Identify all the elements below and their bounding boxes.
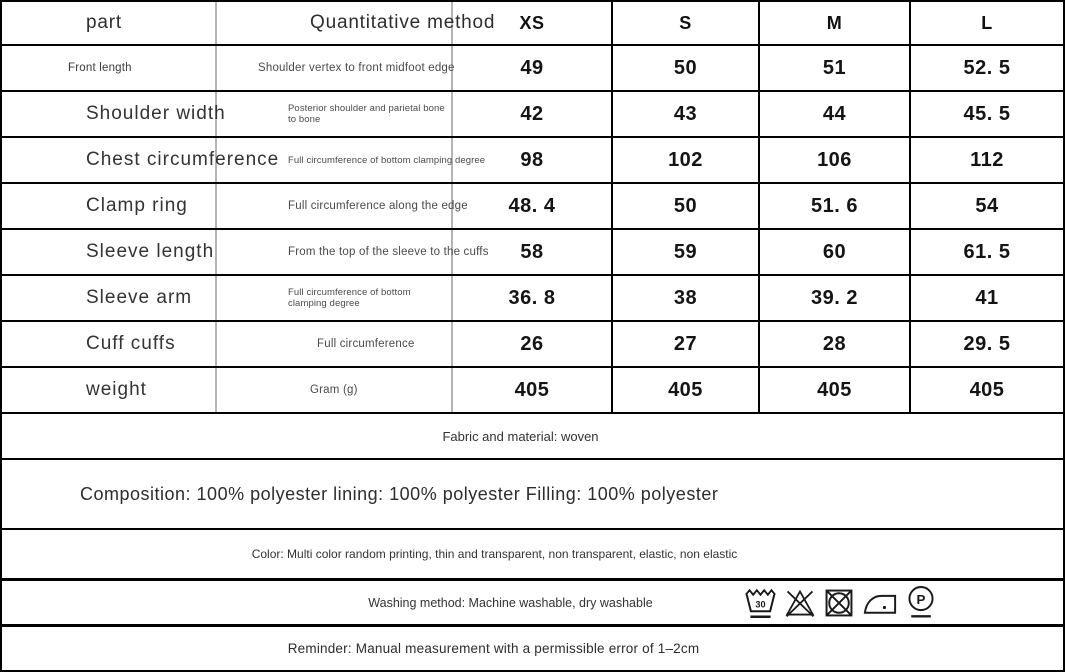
part-label: Sleeve arm <box>86 287 193 308</box>
value-m: 106 <box>817 148 852 171</box>
method-label: Gram (g) <box>310 384 358 396</box>
value-cell-m <box>760 138 911 182</box>
value-l: 52. 5 <box>963 56 1011 79</box>
value-cell-xs <box>453 368 613 412</box>
value-cell-l <box>911 184 1063 228</box>
value-cell-xs <box>453 230 613 274</box>
value-cell-s <box>613 184 760 228</box>
table-row <box>2 230 1063 276</box>
value-xs: 42 <box>520 102 544 125</box>
value-cell-s <box>613 230 760 274</box>
value-l: 61. 5 <box>963 240 1011 263</box>
method-cell <box>217 46 453 90</box>
value-cell-xs <box>453 184 613 228</box>
method-label: Full circumference of bottom clamping degree <box>288 154 486 166</box>
value-m: 405 <box>817 378 852 401</box>
value-l: 405 <box>969 378 1005 401</box>
value-cell-xs <box>453 92 613 136</box>
value-cell-m <box>760 230 911 274</box>
washing-method-text: Washing method: Machine washable, dry washable <box>368 595 653 610</box>
part-cell <box>2 322 217 366</box>
size-m-label: M <box>826 12 843 33</box>
value-cell-s <box>613 276 760 320</box>
value-cell-l <box>911 92 1063 136</box>
value-cell-xs <box>453 276 613 320</box>
value-l: 45. 5 <box>963 102 1011 125</box>
value-m: 51 <box>822 56 847 79</box>
dry-clean-p-icon <box>905 585 937 621</box>
value-l: 54 <box>975 194 999 217</box>
value-xs: 98 <box>520 148 544 171</box>
wash-temp-label: 30 <box>755 599 766 610</box>
header-size-l <box>911 2 1063 44</box>
reminder-text: Reminder: Manual measurement with a permissible error of 1–2cm <box>287 641 700 656</box>
value-cell-s <box>613 92 760 136</box>
table-row <box>2 368 1063 414</box>
method-cell <box>217 138 486 182</box>
size-l-label: L <box>981 12 993 33</box>
part-label: Sleeve length <box>86 241 215 262</box>
iron-icon <box>862 587 898 619</box>
method-label: Full circumference of bottom clamping degree <box>288 286 411 309</box>
value-cell-s <box>613 368 760 412</box>
do-not-bleach-icon <box>784 587 816 619</box>
method-cell <box>217 230 489 274</box>
value-cell-m <box>760 276 911 320</box>
table-header-row <box>2 2 1063 46</box>
value-l: 29. 5 <box>963 332 1011 355</box>
value-cell-m <box>760 322 911 366</box>
table-row <box>2 92 1063 138</box>
part-cell <box>2 276 217 320</box>
machine-wash-30-icon <box>744 585 777 621</box>
value-cell-l <box>911 368 1063 412</box>
header-method-label: Quantitative method <box>310 12 496 33</box>
value-s: 102 <box>668 148 703 171</box>
part-label: Clamp ring <box>86 195 188 216</box>
value-cell-s <box>613 138 760 182</box>
value-xs: 405 <box>514 378 550 401</box>
value-s: 59 <box>673 240 698 263</box>
do-not-tumble-dry-icon <box>823 587 855 619</box>
value-cell-s <box>613 46 760 90</box>
table-row <box>2 184 1063 230</box>
part-cell <box>2 368 217 412</box>
value-m: 28 <box>822 332 847 355</box>
table-row <box>2 138 1063 184</box>
header-size-xs <box>453 2 613 44</box>
part-cell <box>2 184 217 228</box>
reminder-row <box>2 627 1063 670</box>
color-row <box>2 530 1063 581</box>
value-cell-l <box>911 276 1063 320</box>
value-m: 60 <box>822 240 847 263</box>
value-cell-s <box>613 322 760 366</box>
value-s: 50 <box>673 56 698 79</box>
value-cell-m <box>760 92 911 136</box>
part-cell <box>2 46 217 90</box>
washing-method-row <box>2 581 1063 627</box>
value-cell-xs <box>453 322 613 366</box>
composition-row <box>2 460 1063 530</box>
value-cell-m <box>760 184 911 228</box>
header-method-cell <box>217 2 496 44</box>
method-label: Posterior shoulder and parietal bone to bone <box>288 102 445 125</box>
part-cell <box>2 230 217 274</box>
part-label: Cuff cuffs <box>86 333 176 354</box>
value-s: 50 <box>673 194 698 217</box>
part-cell <box>2 138 280 182</box>
header-part-cell <box>2 2 217 44</box>
value-s: 38 <box>673 286 698 309</box>
method-label: Shoulder vertex to front midfoot edge <box>258 62 455 74</box>
value-cell-m <box>760 46 911 90</box>
value-cell-l <box>911 138 1063 182</box>
fabric-material-text: Fabric and material: woven <box>442 428 599 444</box>
value-cell-m <box>760 368 911 412</box>
fabric-material-row <box>2 414 1063 460</box>
size-s-label: S <box>679 12 692 33</box>
value-xs: 36. 8 <box>508 286 556 309</box>
value-xs: 58 <box>520 240 544 263</box>
value-cell-l <box>911 46 1063 90</box>
part-label: weight <box>86 379 147 400</box>
method-label: Full circumference along the edge <box>288 200 468 212</box>
table-row <box>2 46 1063 92</box>
header-part-label: part <box>86 12 122 33</box>
care-icons <box>744 585 937 621</box>
table-row <box>2 322 1063 368</box>
value-s: 405 <box>668 378 703 401</box>
value-cell-l <box>911 230 1063 274</box>
header-size-s <box>613 2 760 44</box>
value-l: 41 <box>975 286 999 309</box>
part-cell <box>2 92 226 136</box>
method-cell <box>217 184 468 228</box>
value-l: 112 <box>970 148 1004 171</box>
method-cell <box>217 368 453 412</box>
value-xs: 26 <box>520 332 544 355</box>
value-cell-xs <box>453 46 613 90</box>
method-cell <box>217 276 453 320</box>
value-xs: 49 <box>520 56 544 79</box>
value-m: 39. 2 <box>811 286 858 309</box>
value-m: 44 <box>822 102 847 125</box>
table-row <box>2 276 1063 322</box>
value-m: 51. 6 <box>811 194 858 217</box>
composition-text: Composition: 100% polyester lining: 100% polyester Filling: 100% polyester <box>80 483 719 504</box>
method-label: Full circumference <box>317 338 415 350</box>
value-cell-l <box>911 322 1063 366</box>
part-label: Front length <box>68 62 132 74</box>
part-label: Shoulder width <box>86 103 226 124</box>
value-s: 43 <box>673 102 698 125</box>
color-text: Color: Multi color random printing, thin and transparent, non transparent, elastic, non elastic <box>251 547 738 561</box>
method-label: From the top of the sleeve to the cuffs <box>288 246 489 258</box>
value-cell-xs <box>453 138 613 182</box>
dry-clean-letter: P <box>916 591 926 607</box>
size-xs-label: XS <box>519 12 545 33</box>
method-cell <box>217 92 453 136</box>
header-size-m <box>760 2 911 44</box>
method-cell <box>217 322 453 366</box>
value-xs: 48. 4 <box>508 194 556 217</box>
part-label: Chest circumference <box>86 149 280 170</box>
value-s: 27 <box>673 332 698 355</box>
